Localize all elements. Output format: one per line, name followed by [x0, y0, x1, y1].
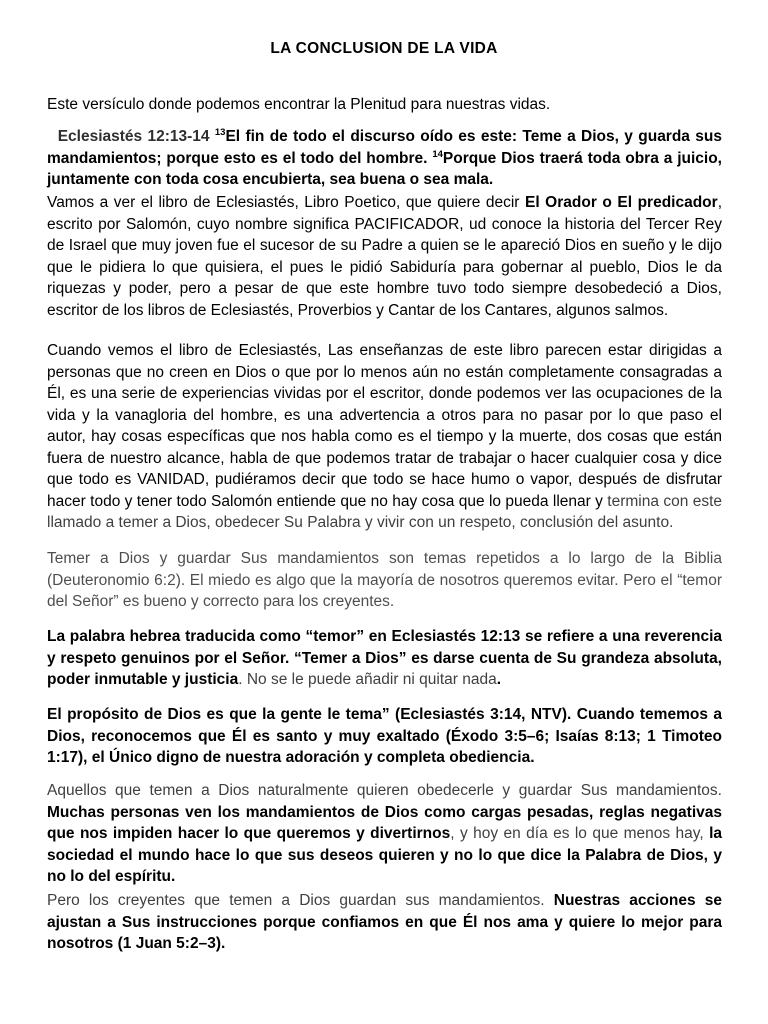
- p4-text-normal: . No se le puede añadir ni quitar nada: [238, 671, 497, 688]
- paragraph-proposito-de-dios: [47, 704, 722, 769]
- verse-number-13: 13: [214, 126, 226, 138]
- verse-reference: Eclesiastés 12:13-14: [57, 128, 210, 145]
- p5-text: El propósito de Dios es que la gente le tema” (Eclesiastés 3:14, NTV). Cuando tememos a Dios, reconocemos que Él es santo y muy exaltado (Éxodo 3:5–6; Isaías 8:13; 1 Timoteo 1:17), el Único digno de nuestra adoración y completa obediencia.: [47, 706, 722, 766]
- p6-text-c: , y hoy en día es lo que menos hay,: [450, 825, 710, 842]
- verse-13-text: El fin de todo el discurso oído es este: Teme a Dios, y guarda sus mandamientos; porque esto es el todo del hombre.: [47, 128, 722, 167]
- p1-text-bold: El Orador o El predicador: [525, 194, 718, 211]
- verse-paragraph: [47, 126, 722, 191]
- intro-text: Este versículo donde podemos encontrar la Plenitud para nuestras vidas.: [47, 96, 551, 113]
- p1-text-a: Vamos a ver el libro de Eclesiastés, Libro Poetico, que quiere decir: [47, 194, 525, 211]
- p6-text-bold-1: Muchas personas ven los mandamientos de Dios como cargas pesadas, reglas negativas que nos impiden hacer lo que queremos y divertirnos: [47, 803, 722, 842]
- p6-text-bold-2: la sociedad el mundo hace lo que sus deseos quieren y no lo que dice la Palabra de Dios, y no lo del espíritu.: [47, 825, 722, 885]
- paragraph-temer-a-dios: [47, 548, 722, 613]
- p6-text-a: Aquellos que temen a Dios naturalmente quieren obedecerle y guardar Sus mandamientos.: [47, 782, 722, 799]
- verse-14-text: Porque Dios traerá toda obra a juicio, juntamente con toda cosa encubierta, sea buena o sea mala.: [47, 149, 722, 188]
- paragraph-ensenanzas: [47, 340, 722, 534]
- p4-text-bold: La palabra hebrea traducida como “temor” en Eclesiastés 12:13 se refiere a una reverencia y respeto genuinos por el Señor. “Temer a Dios” es darse cuenta de Su grandeza absoluta, poder inmutable y justicia: [47, 628, 722, 688]
- p7-text-a: Pero los creyentes que temen a Dios guardan sus mandamientos.: [47, 892, 554, 909]
- p4-text-end: .: [496, 671, 502, 688]
- verse-number-14: 14: [432, 148, 443, 160]
- p3-text: Temer a Dios y guardar Sus mandamientos son temas repetidos a lo largo de la Biblia (Deuteronomio 6:2). El miedo es algo que la mayoría de nosotros queremos evitar. Pero el “temor del Señor” es bueno y correcto para los creyentes.: [47, 550, 722, 610]
- paragraph-aquellos-que-temen: [47, 780, 722, 888]
- p1-text-c: , escrito por Salomón, cuyo nombre significa PACIFICADOR, ud conoce la historia del Tercer Rey de Israel que muy joven fue el sucesor de su Padre a quien se le apareció Dios en sueño y le dijo que le pidiera lo que quisiera, el pues le pidió Sabiduría para gobernar al pueblo, Dios le da riquezas y poder, pero a pesar de que este hombre tuvo todo siempre desobedeció a Dios, escritor de los libros de Eclesiastés, Proverbios y Cantar de los Cantares, algunos salmos.: [47, 194, 722, 319]
- intro-paragraph: [47, 94, 722, 116]
- paragraph-eclesiastes-intro: [47, 192, 722, 321]
- p7-text-bold: Nuestras acciones se ajustan a Sus instrucciones porque confiamos en que Él nos ama y quiere lo mejor para nosotros (1 Juan 5:2–3).: [47, 892, 722, 952]
- paragraph-palabra-hebrea: [47, 626, 722, 691]
- p2-text-a: Cuando vemos el libro de Eclesiastés, Las enseñanzas de este libro parecen estar dirigidas a personas que no creen en Dios o que por lo menos aún no están completamente consagradas a Él, es una serie de experiencias vividas por el escritor, donde podemos ver las ocupaciones de la vida y la vanagloria del hombre, es una advertencia a otros para no pasar por lo que paso el autor, hay cosas específicas que nos habla como es el tiempo y la muerte, dos cosas que están fuera de nuestro alcance, habla de que podemos tratar de trabajar o hacer cualquier cosa y dice que todo es VANIDAD, pudiéramos decir que todo se hace humo o vapor, después de disfrutar hacer todo y tener todo Salomón entiende que no hay cosa que lo pueda llenar y: [47, 342, 722, 510]
- p2-text-b: termina con este llamado a temer a Dios, obedecer Su Palabra y vivir con un respeto, conclusión del asunto.: [47, 492, 722, 531]
- paragraph-creyentes: [47, 890, 722, 955]
- document-title: LA CONCLUSION DE LA VIDA: [270, 40, 498, 57]
